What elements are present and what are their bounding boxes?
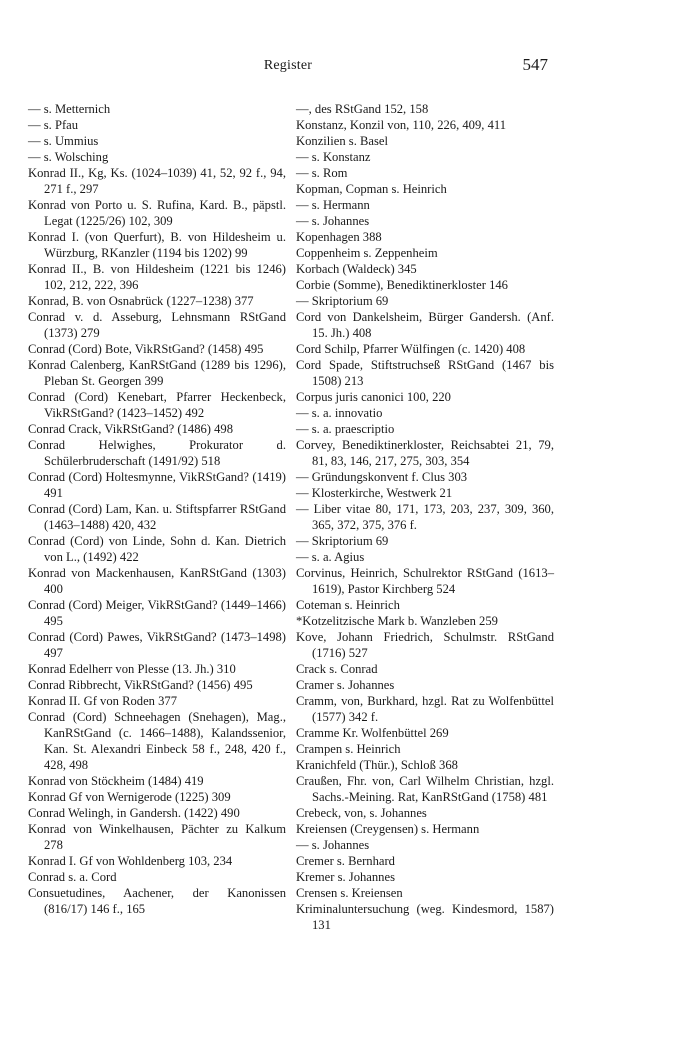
- index-entry: Conrad (Cord) Schneehagen (Snehagen), Mag., KanRStGand (c. 1466–1488), Kalandssenior, Kan. St. Alexandri Einbeck 58 f., 248, 420 f., 428, 498: [28, 710, 286, 772]
- index-entry: Cord Schilp, Pfarrer Wülfingen (c. 1420) 408: [296, 342, 526, 356]
- index-entry: —, des RStGand 152, 158: [296, 102, 429, 116]
- index-entry: Konrad I. (von Querfurt), B. von Hildesheim u. Würzburg, RKanzler (1194 bis 1202) 99: [28, 230, 286, 260]
- index-entry: Konrad II. Gf von Roden 377: [28, 694, 177, 708]
- index-entry: Kriminaluntersuchung (weg. Kindesmord, 1587) 131: [296, 902, 554, 932]
- index-entry: Corpus juris canonici 100, 220: [296, 390, 451, 404]
- index-entry: — s. Johannes: [296, 214, 370, 228]
- index-entry: Coppenheim s. Zeppenheim: [296, 246, 438, 260]
- index-entry: — s. Metternich: [28, 102, 111, 116]
- index-entry: — Klosterkirche, Westwerk 21: [296, 486, 453, 500]
- index-entry: Conrad (Cord) Meiger, VikRStGand? (1449–1466) 495: [28, 598, 286, 628]
- index-entry: Konrad Calenberg, KanRStGand (1289 bis 1296), Pleban St. Georgen 399: [28, 358, 286, 388]
- index-entry: Konrad II., Kg, Ks. (1024–1039) 41, 52, 92 f., 94, 271 f., 297: [28, 166, 286, 196]
- index-entry: Cord von Dankelsheim, Bürger Gandersh. (Anf. 15. Jh.) 408: [296, 310, 554, 340]
- index-entry: — s. Pfau: [28, 118, 79, 132]
- index-entry: Konrad II., B. von Hildesheim (1221 bis 1246) 102, 212, 222, 396: [28, 262, 286, 292]
- index-entry: Conrad (Cord) Lam, Kan. u. Stiftspfarrer RStGand (1463–1488) 420, 432: [28, 502, 286, 532]
- index-entry: Consuetudines, Aachener, der Kanonissen (816/17) 146 f., 165: [28, 886, 286, 916]
- index-entry: Konrad von Stöckheim (1484) 419: [28, 774, 204, 788]
- index-entry: — s. Rom: [296, 166, 348, 180]
- index-entry: Cramm, von, Burkhard, hzgl. Rat zu Wolfenbüttel (1577) 342 f.: [296, 694, 554, 724]
- index-entry: Corvinus, Heinrich, Schulrektor RStGand (1613–1619), Pastor Kirchberg 524: [296, 566, 554, 596]
- index-entry: Kremer s. Johannes: [296, 870, 395, 884]
- index-entry: Conrad Helwighes, Prokurator d. Schülerbruderschaft (1491/92) 518: [28, 438, 286, 468]
- index-entry: Crensen s. Kreiensen: [296, 886, 403, 900]
- index-entry: — s. Ummius: [28, 134, 99, 148]
- index-entry: Conrad Crack, VikRStGand? (1486) 498: [28, 422, 234, 436]
- index-entry: Conrad Ribbrecht, VikRStGand? (1456) 495: [28, 678, 253, 692]
- index-entry: Konrad, B. von Osnabrück (1227–1238) 377: [28, 294, 254, 308]
- index-entry: Korbach (Waldeck) 345: [296, 262, 417, 276]
- index-entry: Konrad Gf von Wernigerode (1225) 309: [28, 790, 231, 804]
- index-entry: Conrad (Cord) Holtesmynne, VikRStGand? (1419) 491: [28, 470, 286, 500]
- index-entry: Corbie (Somme), Benediktinerkloster 146: [296, 278, 508, 292]
- index-entry: Corvey, Benediktinerkloster, Reichsabtei 21, 79, 81, 83, 146, 217, 275, 303, 354: [296, 438, 554, 468]
- index-entry: Konstanz, Konzil von, 110, 226, 409, 411: [296, 118, 506, 132]
- index-entry: Konrad Edelherr von Plesse (13. Jh.) 310: [28, 662, 236, 676]
- index-entry: — Liber vitae 80, 171, 173, 203, 237, 309, 360, 365, 372, 375, 376 f.: [296, 502, 554, 532]
- index-entry: Cord Spade, Stiftstruchseß RStGand (1467 bis 1508) 213: [296, 358, 554, 388]
- index-entry: — s. Konstanz: [296, 150, 371, 164]
- index-entry: — s. Johannes: [296, 838, 370, 852]
- index-column-right: [296, 101, 554, 933]
- index-entry: Conrad (Cord) Bote, VikRStGand? (1458) 495: [28, 342, 264, 356]
- index-entry: Cramer s. Johannes: [296, 678, 395, 692]
- index-entry: — s. a. Agius: [296, 550, 365, 564]
- running-title: Register: [263, 58, 313, 73]
- index-entry: Cramme Kr. Wolfenbüttel 269: [296, 726, 449, 740]
- index-entry: Kreiensen (Creygensen) s. Hermann: [296, 822, 480, 836]
- index-entry: — Skriptorium 69: [296, 534, 389, 548]
- index-entry: — s. Hermann: [296, 198, 370, 212]
- index-entry: — Skriptorium 69: [296, 294, 389, 308]
- index-entry: Crack s. Conrad: [296, 662, 378, 676]
- index-entry: Konrad von Porto u. S. Rufina, Kard. B., päpstl. Legat (1225/26) 102, 309: [28, 198, 286, 228]
- index-entry: — s. a. praescriptio: [296, 422, 395, 436]
- index-entry: Konrad von Mackenhausen, KanRStGand (1303) 400: [28, 566, 286, 596]
- index-entry: Conrad (Cord) Kenebart, Pfarrer Heckenbeck, VikRStGand? (1423–1452) 492: [28, 390, 286, 420]
- index-entry: — Gründungskonvent f. Clus 303: [296, 470, 468, 484]
- index-entry: — s. Wolsching: [28, 150, 109, 164]
- index-column-left: [28, 101, 286, 917]
- index-entry: Kopman, Copman s. Heinrich: [296, 182, 447, 196]
- index-entry: Konrad I. Gf von Wohldenberg 103, 234: [28, 854, 233, 868]
- index-entry: — s. a. innovatio: [296, 406, 383, 420]
- index-entry: Coteman s. Heinrich: [296, 598, 400, 612]
- index-entry: Cremer s. Bernhard: [296, 854, 395, 868]
- index-entry: *Kotzelitzische Mark b. Wanzleben 259: [296, 614, 498, 628]
- index-entry: Crampen s. Heinrich: [296, 742, 401, 756]
- index-entry: Conrad Welingh, in Gandersh. (1422) 490: [28, 806, 240, 820]
- index-entry: Conrad (Cord) von Linde, Sohn d. Kan. Dietrich von L., (1492) 422: [28, 534, 286, 564]
- index-entry: Konzilien s. Basel: [296, 134, 388, 148]
- index-entry: Konrad von Winkelhausen, Pächter zu Kalkum 278: [28, 822, 286, 852]
- index-entry: Conrad s. a. Cord: [28, 870, 117, 884]
- index-entry: Conrad v. d. Asseburg, Lehnsmann RStGand (1373) 279: [28, 310, 286, 340]
- index-entry: Kove, Johann Friedrich, Schulmstr. RStGand (1716) 527: [296, 630, 554, 660]
- running-header: [28, 55, 548, 80]
- index-entry: Craußen, Fhr. von, Carl Wilhelm Christian, hzgl. Sachs.-Meining. Rat, KanRStGand (1758) 481: [296, 774, 554, 804]
- page-number: 547: [522, 55, 548, 74]
- index-entry: Kopenhagen 388: [296, 230, 382, 244]
- index-entry: Kranichfeld (Thür.), Schloß 368: [296, 758, 458, 772]
- index-entry: Conrad (Cord) Pawes, VikRStGand? (1473–1498) 497: [28, 630, 286, 660]
- index-entry: Crebeck, von, s. Johannes: [296, 806, 427, 820]
